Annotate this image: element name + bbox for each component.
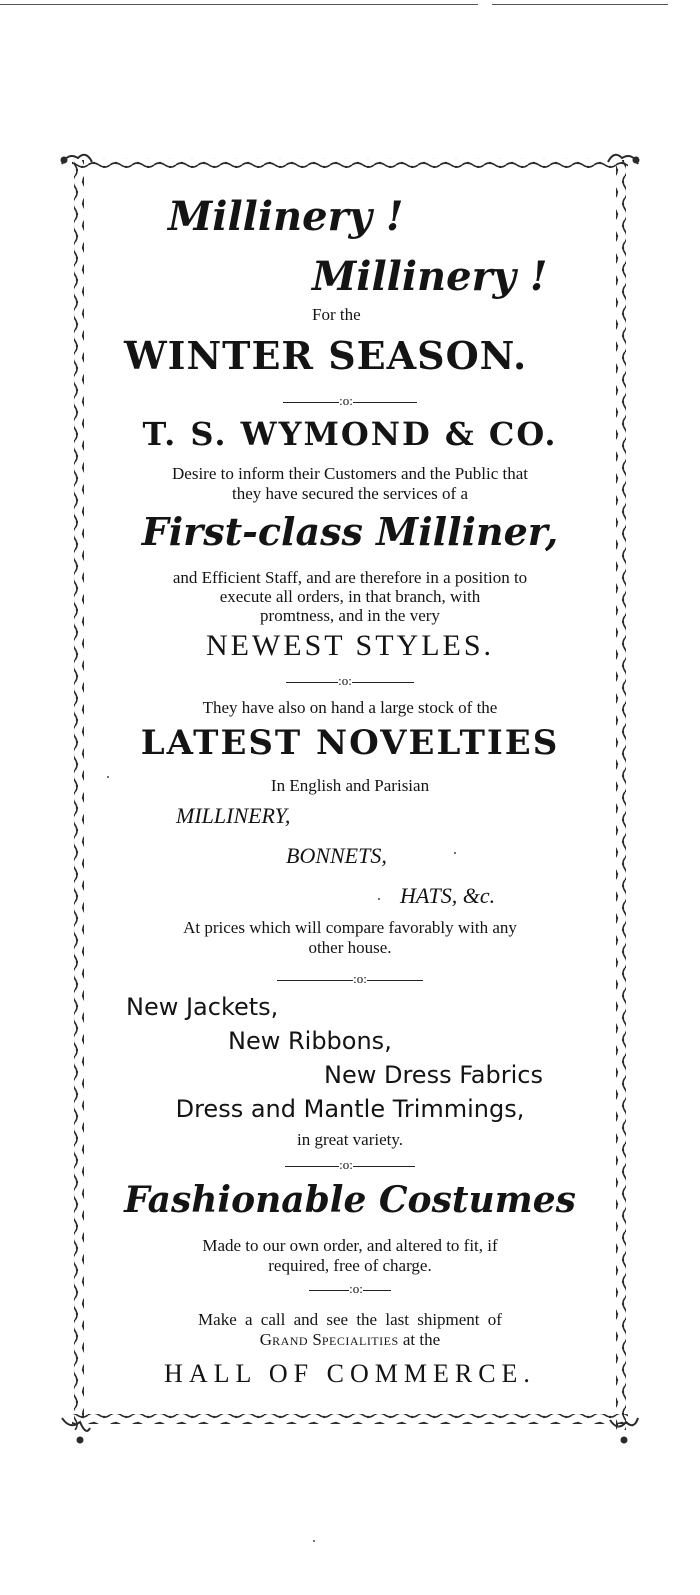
grand-rest: RAND (272, 1334, 309, 1348)
costumes-line-2: required, free of charge. (268, 1256, 432, 1275)
dress-mantle-trimmings: Dress and Mantle Trimmings, (175, 1095, 525, 1123)
item-hats: HATS, &c. (400, 883, 496, 908)
border-top (72, 158, 628, 168)
new-jackets: New Jackets, (126, 993, 279, 1021)
latest-novelties-heading: LATEST NOVELTIES (140, 723, 560, 763)
item-millinery: MILLINERY, (176, 803, 291, 828)
scan-speck (454, 852, 456, 854)
desire-line-2: they have secured the services of a (232, 484, 468, 503)
separator-5: :o: (90, 1281, 610, 1297)
grand-initial: G (259, 1330, 273, 1349)
first-class-milliner: First-class Milliner, (141, 509, 559, 554)
separator-2: :o: (90, 673, 610, 689)
staff-line-3: promtness, and in the very (260, 606, 440, 625)
at-the-text: at the (402, 1330, 441, 1349)
new-dress-fabrics: New Dress Fabrics (324, 1061, 543, 1089)
novelties-intro: They have also on hand a large stock of the (202, 698, 498, 717)
scan-speck (107, 776, 109, 778)
closing-line-1: Make a call and see the last shipment of (198, 1310, 502, 1329)
scan-speck (313, 1540, 315, 1542)
advertisement (90, 185, 610, 1425)
staff-line-1: and Efficient Staff, and are therefore in a position to (172, 568, 528, 587)
for-the-text: For the (312, 305, 361, 324)
new-ribbons: New Ribbons, (228, 1027, 392, 1055)
millinery-heading-1: Millinery ! (168, 193, 404, 240)
newest-styles-heading: NEWEST STYLES. (205, 629, 495, 662)
item-bonnets: BONNETS, (286, 843, 387, 868)
prices-line-1: At prices which will compare favorably with any (183, 918, 517, 937)
separator-1: :o: (90, 393, 610, 409)
prices-line-2: other house. (308, 938, 392, 957)
desire-line-1: Desire to inform their Customers and the Public that (172, 464, 528, 483)
grand-specialities-line (90, 1329, 610, 1352)
firm-name: T. S. WYMOND & CO. (142, 415, 558, 453)
millinery-heading-2: Millinery ! (312, 253, 548, 300)
novelties-subtitle: In English and Parisian (270, 776, 430, 795)
specialities-initial: S (312, 1330, 322, 1349)
border-left (74, 160, 84, 1430)
specialities-rest: PECIALITIES (321, 1334, 399, 1348)
staff-line-2: execute all orders, in that branch, with (219, 587, 481, 606)
scan-speck (378, 898, 380, 900)
border-right (616, 160, 626, 1430)
fashionable-costumes-heading: Fashionable Costumes (124, 1179, 576, 1221)
costumes-line-1: Made to our own order, and altered to fit, if (202, 1236, 498, 1255)
separator-3: :o: (90, 971, 610, 987)
winter-season-heading: WINTER SEASON. (124, 333, 528, 378)
great-variety: in great variety. (296, 1130, 404, 1149)
separator-4: :o: (90, 1157, 610, 1173)
hall-of-commerce: HALL OF COMMERCE. (164, 1359, 536, 1388)
